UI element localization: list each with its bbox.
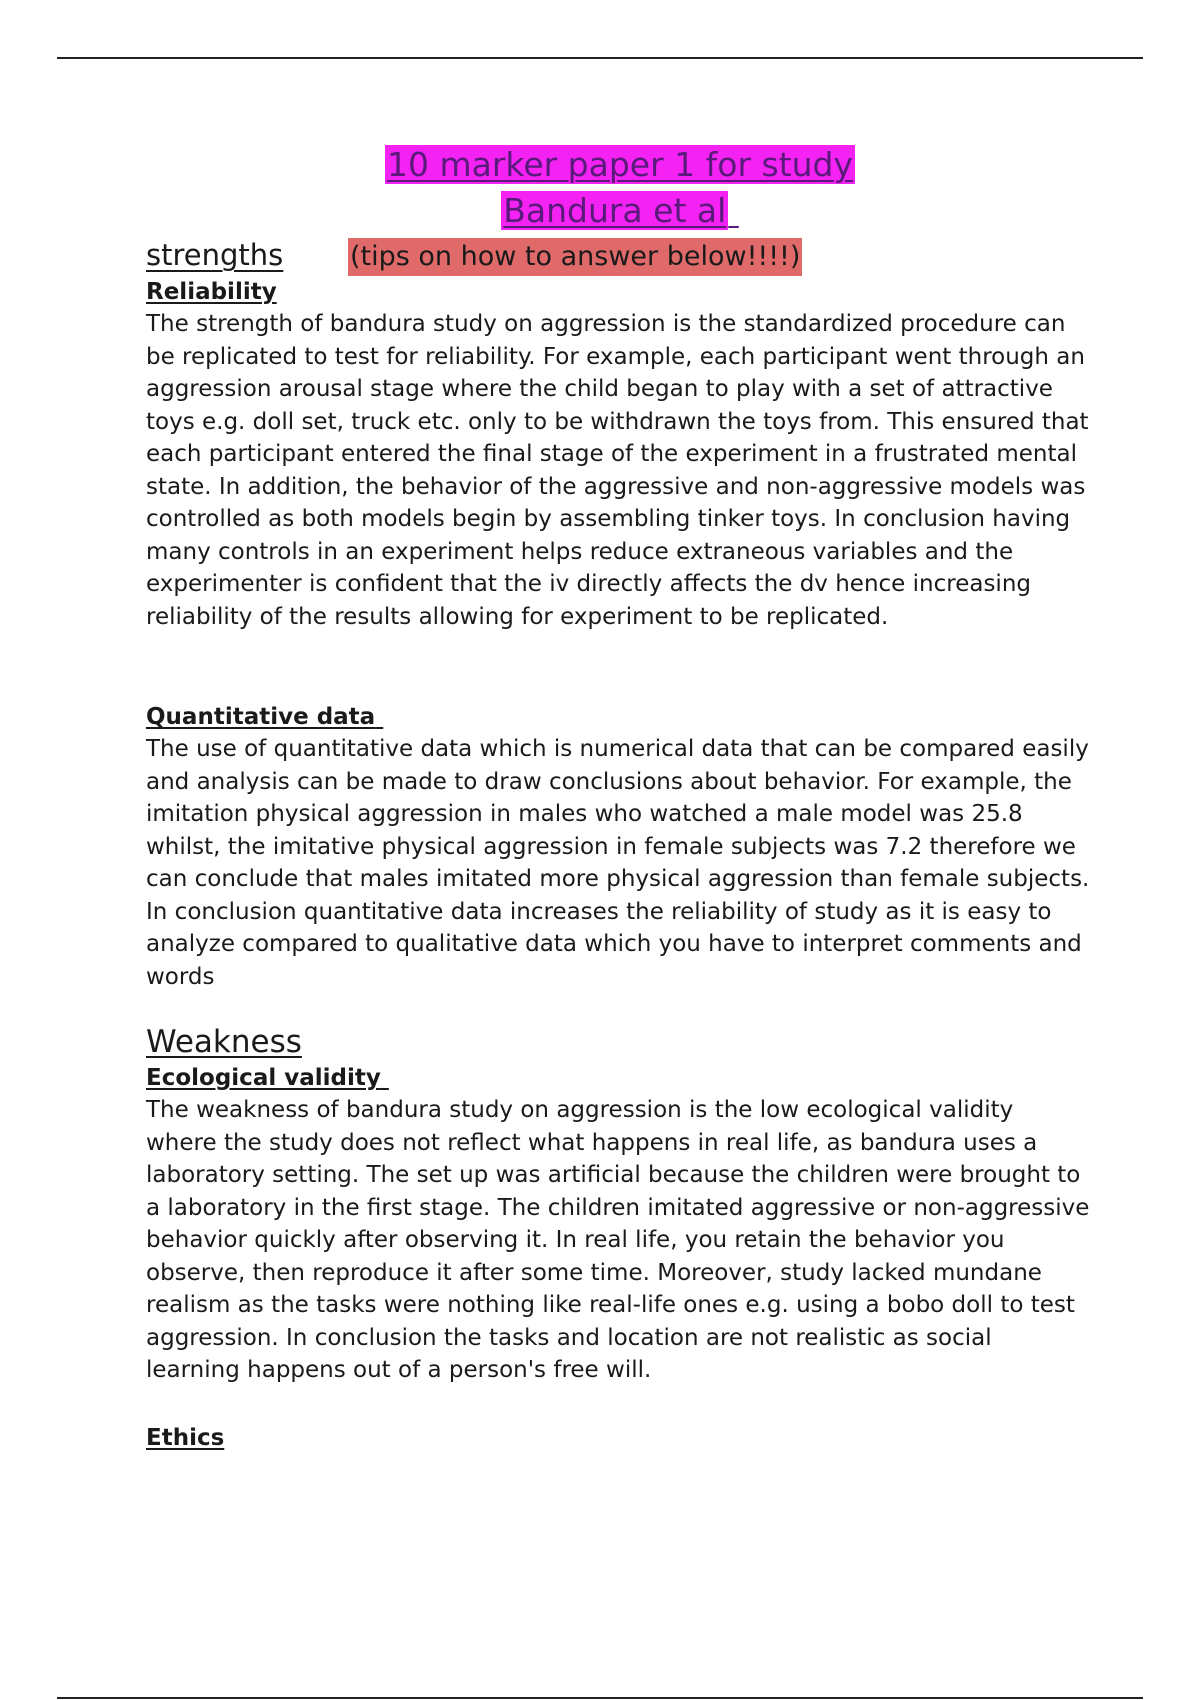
title-line-1: 10 marker paper 1 for study: [386, 145, 854, 184]
document-title: [0, 142, 1200, 234]
strengths-heading: strengths: [146, 238, 284, 272]
reliability-paragraph: The strength of bandura study on aggression is the standardized procedure can be replicated to test for reliability. For example, each participant went through an aggression arousal stage where the child began to play with a set of attractive toys e.g. doll set, truck etc. only to be withdrawn the toys from. This ensured that each participant entered the final stage of the experiment in a frustrated mental state. In addition, the behavior of the aggressive and non-aggressive models was controlled as both models begin by assembling tinker toys. In conclusion having many controls in an experiment helps reduce extraneous variables and the experimenter is confident that the iv directly affects the dv hence increasing reliability of the results allowing for experiment to be replicated.: [146, 311, 1089, 630]
ecological-validity-paragraph: The weakness of bandura study on aggression is the low ecological validity where the study does not reflect what happens in real life, as bandura uses a laboratory setting. The set up was artificial because the children were brought to a laboratory in the first stage. The children imitated aggressive or non-aggressive behavior quickly after observing it. In real life, you retain the behavior you observe, then reproduce it after some time. Moreover, study lacked mundane realism as the tasks were nothing like real-life ones e.g. using a bobo doll to test aggression. In conclusion the tasks and location are not realistic as social learning happens out of a person's free will.: [146, 1097, 1090, 1383]
top-rule: [57, 57, 1143, 59]
ethics-section: [146, 1422, 1091, 1454]
reliability-section: [146, 276, 1091, 633]
quantitative-paragraph: The use of quantitative data which is numerical data that can be compared easily and analysis can be made to draw conclusions about behavior. For example, the imitation physical aggression in males who watched a male model was 25.8 whilst, the imitative physical aggression in female subjects was 7.2 therefore we can conclude that males imitated more physical aggression than female subjects. In conclusion quantitative data increases the reliability of study as it is easy to analyze compared to qualitative data which you have to interpret comments and words: [146, 736, 1090, 990]
strengths-row: [146, 236, 802, 276]
quantitative-section: [146, 701, 1091, 993]
ecological-validity-heading: Ecological validity: [146, 1065, 381, 1091]
tips-note: (tips on how to answer below!!!!): [348, 238, 802, 276]
ethics-heading: Ethics: [146, 1425, 225, 1451]
weakness-section: [146, 1022, 1091, 1387]
title-line-2: Bandura et al: [503, 191, 727, 230]
bottom-rule: [57, 1697, 1143, 1699]
quantitative-heading: Quantitative data: [146, 704, 376, 730]
reliability-heading: Reliability: [146, 279, 277, 305]
weakness-heading: Weakness: [146, 1024, 302, 1060]
